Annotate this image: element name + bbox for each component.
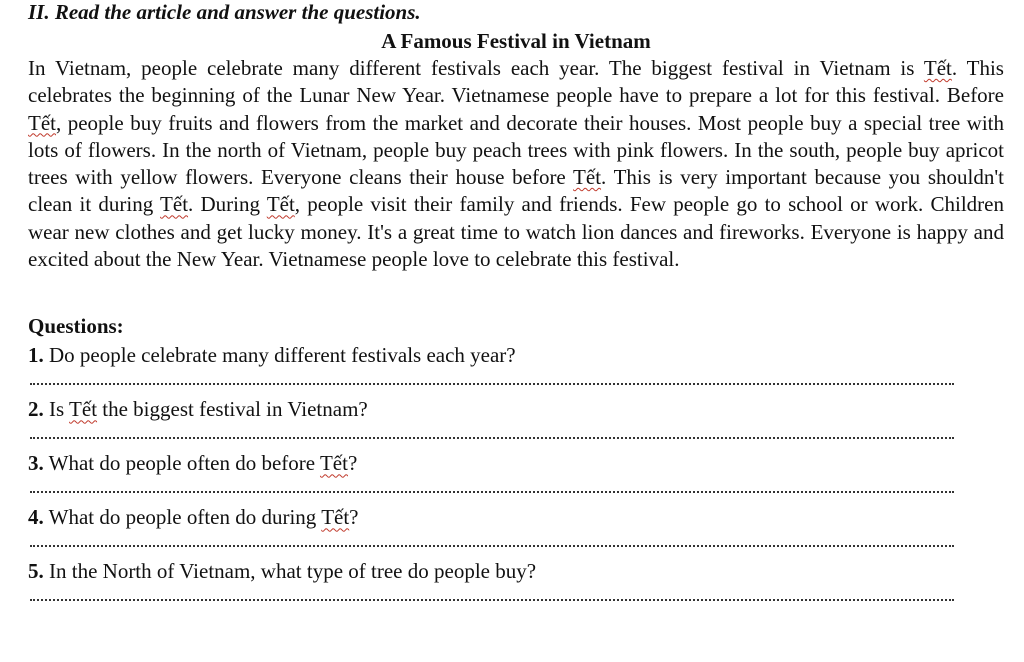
instruction-heading: II. Read the article and answer the questions.: [28, 0, 421, 24]
question-item: [28, 395, 1004, 439]
question-number: 5.: [28, 559, 44, 584]
worksheet: [28, 0, 1004, 611]
question-number: 3.: [28, 451, 44, 476]
answer-line[interactable]: [30, 545, 954, 547]
question-text: [28, 449, 1004, 477]
question-text: [28, 395, 1004, 423]
question-number: 1.: [28, 343, 44, 368]
question-text: [28, 341, 1004, 369]
answer-line[interactable]: [30, 491, 954, 493]
spellcheck-underlined-word: Tết: [28, 110, 56, 135]
article-paragraph: In Vietnam, people celebrate many different festivals each year. The biggest festival in Vietnam is Tết. This celebrates the beginning of the Lunar New Year. Vietnamese people have to prepare a lot for this festival. Before Tết, people buy fruits and flowers from the market and decorate their houses. Most people buy a special tree with lots of flowers. In the north of Vietnam, people buy peach trees with pink flowers. In the south, people buy apricot trees with yellow flowers. Everyone cleans their house before Tết. This is very important because you shouldn't clean it during Tết. During Tết, people visit their family and friends. Few people go to school or work. Children wear new clothes and get lucky money. It's a great time to watch lion dances and fireworks. Everyone is happy and excited about the New Year. Vietnamese people love to celebrate this festival.: [28, 56, 1004, 272]
question-item: [28, 449, 1004, 493]
question-label: Do people celebrate many different festivals each year?: [49, 343, 516, 368]
answer-line[interactable]: [30, 437, 954, 439]
question-label: What do people often do during Tết?: [48, 505, 359, 530]
spellcheck-underlined-word: Tết: [319, 451, 348, 476]
answer-line[interactable]: [30, 599, 954, 601]
spellcheck-underlined-word: Tết: [69, 397, 98, 422]
question-number: 4.: [28, 505, 44, 530]
question-item: [28, 341, 1004, 385]
spellcheck-underlined-word: Tết: [266, 192, 295, 217]
question-item: [28, 503, 1004, 547]
question-label: In the North of Vietnam, what type of tree do people buy?: [49, 559, 537, 584]
question-number: 2.: [28, 397, 44, 422]
spellcheck-underlined-word: Tết: [160, 192, 189, 217]
answer-line[interactable]: [30, 383, 954, 385]
article-title: A Famous Festival in Vietnam: [381, 29, 651, 53]
question-item: [28, 557, 1004, 601]
spellcheck-underlined-word: Tết: [923, 56, 952, 80]
question-label: Is Tết the biggest festival in Vietnam?: [49, 397, 368, 422]
question-list: [28, 341, 1004, 601]
article-body: [28, 55, 1004, 273]
question-text: [28, 503, 1004, 531]
question-label: What do people often do before Tết?: [48, 451, 358, 476]
questions-heading: Questions:: [28, 314, 124, 339]
question-text: [28, 557, 1004, 585]
spellcheck-underlined-word: Tết: [573, 165, 602, 190]
spellcheck-underlined-word: Tết: [321, 505, 350, 530]
